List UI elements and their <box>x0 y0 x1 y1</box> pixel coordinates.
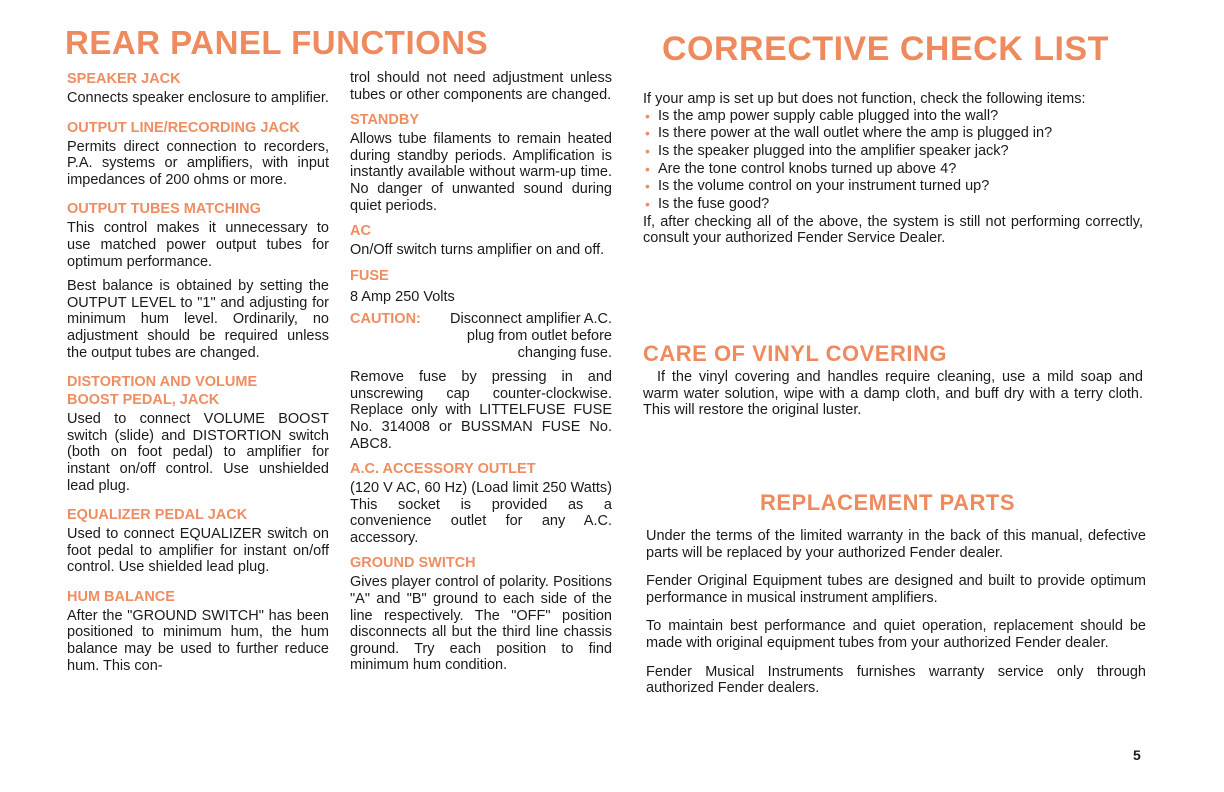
replacement-parts-text: Fender Musical Instruments furnishes warranty service only through authorized Fender dealers. <box>646 663 1146 697</box>
section-ground-switch <box>350 554 612 674</box>
section-text: Used to connect VOLUME BOOST switch (slide) and DISTORTION switch (both on foot pedal) to amplifier for instant on/off control. Use unshielded lead plug. <box>67 411 329 494</box>
fuse-rating: 8 Amp 250 Volts <box>350 288 455 305</box>
section-heading: FUSE <box>350 267 389 284</box>
section-heading: OUTPUT TUBES MATCHING <box>67 201 261 218</box>
section-output-tubes-matching <box>67 200 329 361</box>
caution-note <box>350 311 612 361</box>
checklist-item: • Are the tone control knobs turned up above 4? <box>645 160 957 177</box>
section-ac <box>350 222 612 259</box>
bullet-icon: • <box>645 160 650 177</box>
section-heading: AC <box>350 223 371 240</box>
section-text: Used to connect EQUALIZER switch on foot pedal to amplifier for instant on/off control. Use shielded lead plug. <box>67 526 329 576</box>
section-speaker-jack <box>67 70 329 107</box>
replacement-parts-text: Fender Original Equipment tubes are designed and built to provide optimum performance in musical instrument amplifiers. <box>646 573 1146 606</box>
checklist-outro: If, after checking all of the above, the system is still not performing correctly, consult your authorized Fender Service Dealer. <box>643 213 1143 247</box>
caution-text: Disconnect amplifier A.C. plug from outlet before changing fuse. <box>450 311 612 361</box>
section-text: Best balance is obtained by setting the OUTPUT LEVEL to "1" and adjusting for minimum hum level. Ordinarily, no adjustment should be required unless the output tubes are changed. <box>67 278 329 361</box>
checklist-item: • Is the amp power supply cable plugged into the wall? <box>645 107 999 124</box>
section-standby <box>350 111 612 214</box>
section-heading: SPEAKER JACK <box>67 71 181 87</box>
replacement-parts-text: Under the terms of the limited warranty in the back of this manual, defective parts will be replaced by your authorized Fender dealer. <box>646 528 1146 561</box>
rear-panel-title: REAR PANEL FUNCTIONS <box>65 24 489 61</box>
section-text: Permits direct connection to recorders, P.A. systems or amplifiers, with input impedances of 200 ohms or more. <box>67 138 329 188</box>
rear-panel-column-1 <box>67 70 329 674</box>
checklist-items <box>643 108 1143 214</box>
section-ac-accessory-outlet <box>350 460 612 546</box>
section-heading: A.C. ACCESSORY OUTLET <box>350 461 536 478</box>
replacement-parts-title: REPLACEMENT PARTS <box>760 490 1015 515</box>
checklist-intro: If your amp is set up but does not function, check the following items: <box>643 91 1086 107</box>
checklist-item: • Is there power at the wall outlet where the amp is plugged in? <box>645 125 1053 142</box>
section-heading: OUTPUT LINE/RECORDING JACK <box>67 119 300 136</box>
section-distortion-volume-boost <box>67 373 329 494</box>
vinyl-care-title: CARE OF VINYL COVERING <box>643 341 947 366</box>
section-text: On/Off switch turns amplifier on and off. <box>350 242 605 259</box>
hum-balance-continuation: trol should not need adjustment unless tubes or other components are changed. <box>350 70 612 103</box>
section-text: (120 V AC, 60 Hz) (Load limit 250 Watts) This socket is provided as a convenience outlet for any A.C. accessory. <box>350 480 612 546</box>
section-heading: EQUALIZER PEDAL JACK <box>67 507 248 524</box>
section-heading: STANDBY <box>350 112 420 129</box>
vinyl-care-section <box>643 369 1143 419</box>
fuse-replacement-text: Remove fuse by pressing in and unscrewing cap counter-clockwise. Replace only with LITTELFUSE FUSE No. 314008 or BUSSMAN FUSE No. ABC8. <box>350 369 612 452</box>
checklist-item: • Is the fuse good? <box>645 196 770 213</box>
caution-label: CAUTION: <box>350 311 421 328</box>
checklist-item: • Is the speaker plugged into the amplifier speaker jack? <box>645 143 1009 159</box>
replacement-parts-section <box>646 528 1146 697</box>
bullet-icon: • <box>645 143 650 159</box>
section-text: Gives player control of polarity. Positions "A" and "B" ground to each side of the line respectively. The "OFF" position disconnects all but the third line chassis ground. Try each position to find minimum hum condition. <box>350 574 612 674</box>
section-text: Connects speaker enclosure to amplifier. <box>67 90 329 106</box>
section-equalizer-pedal-jack <box>67 506 329 576</box>
section-heading: GROUND SWITCH <box>350 555 476 572</box>
checklist-title: CORRECTIVE CHECK LIST <box>662 30 1109 68</box>
checklist-item: • Is the volume control on your instrument turned up? <box>645 178 990 195</box>
section-output-line-recording-jack <box>67 119 329 189</box>
replacement-parts-text: To maintain best performance and quiet operation, replacement should be made with original equipment tubes from your authorized Fender dealer. <box>646 618 1146 651</box>
vinyl-care-text: If the vinyl covering and handles require cleaning, use a mild soap and warm water solution, wipe with a damp cloth, and buff dry with a terry cloth. This will restore the original luster. <box>643 369 1143 419</box>
bullet-icon: • <box>645 107 650 124</box>
section-heading: DISTORTION AND VOLUME BOOST PEDAL, JACK <box>67 374 258 409</box>
section-text: After the "GROUND SWITCH" has been positioned to minimum hum, the hum balance may be used to further reduce hum. This con- <box>67 607 329 674</box>
section-fuse <box>350 267 612 452</box>
section-hum-balance <box>67 588 329 674</box>
checklist-section <box>643 91 1143 247</box>
bullet-icon: • <box>645 125 650 142</box>
bullet-icon: • <box>645 178 650 195</box>
section-heading: HUM BALANCE <box>67 588 175 605</box>
bullet-icon: • <box>645 196 650 213</box>
section-text: This control makes it unnecessary to use matched power output tubes for optimum performance. <box>67 220 329 270</box>
page-number: 5 <box>1133 747 1141 763</box>
rear-panel-column-2 <box>350 70 612 674</box>
section-text: Allows tube filaments to remain heated during standby periods. Amplification is instantly available without warm-up time. No danger of unwanted sound during quiet periods. <box>350 131 612 214</box>
